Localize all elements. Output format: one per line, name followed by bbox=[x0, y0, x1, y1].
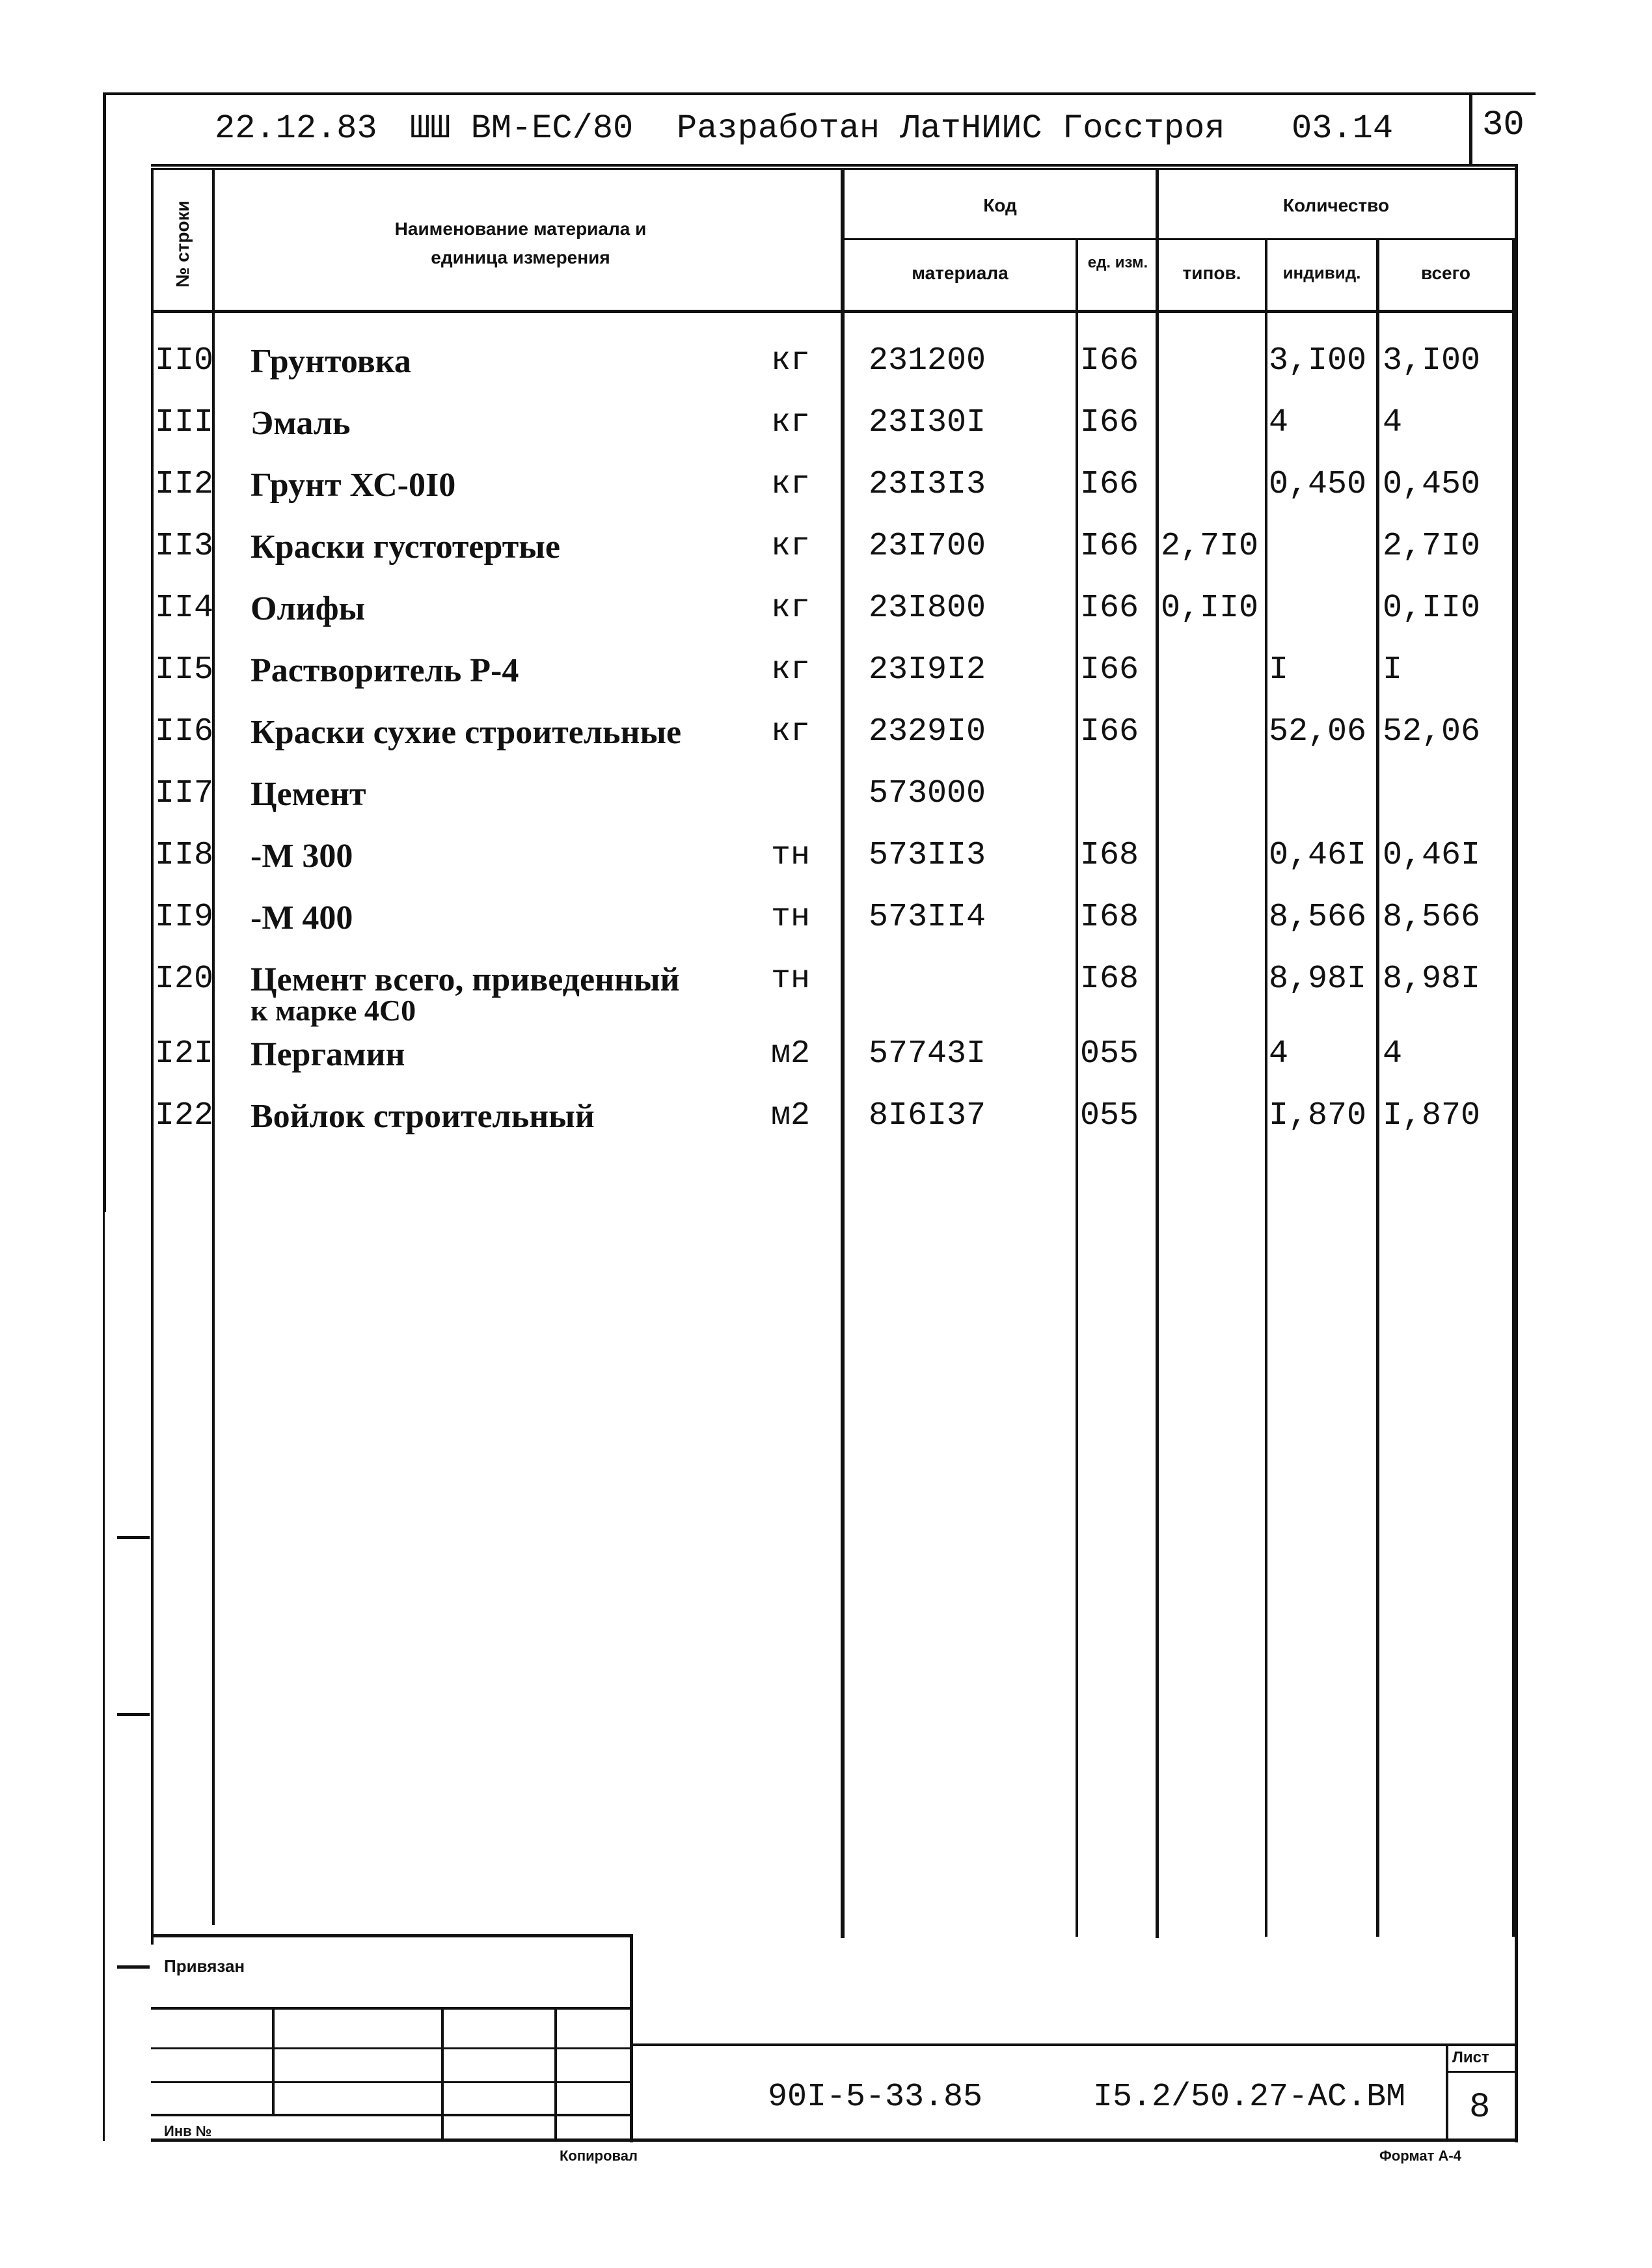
row-material-code: 57743I bbox=[869, 1035, 986, 1073]
row-unit: кг bbox=[771, 651, 811, 689]
page-box-left bbox=[1469, 92, 1472, 165]
row-material-name: -М 400 bbox=[251, 899, 353, 936]
row-material-code: 23I30I bbox=[869, 404, 986, 441]
sheet-number: 8 bbox=[1469, 2088, 1491, 2127]
row-total-qty: 2,7I0 bbox=[1383, 528, 1481, 565]
row-typical-qty: 0,II0 bbox=[1161, 590, 1259, 627]
row-unit: кг bbox=[771, 466, 811, 503]
col-header-quantity: Количество bbox=[1282, 195, 1390, 215]
row-individual-qty: 0,46I bbox=[1269, 837, 1367, 874]
margin-tick bbox=[117, 1965, 150, 1969]
col-header-name: Наименование материала и единица измерения bbox=[394, 219, 647, 267]
header-mid-code bbox=[843, 238, 1158, 240]
row-unit: тн bbox=[771, 837, 811, 874]
col-header-unit-code: ед. изм. bbox=[1087, 254, 1148, 271]
sheet-label: Лист bbox=[1452, 2049, 1489, 2066]
row-material-name: Пергамин bbox=[251, 1036, 405, 1073]
col-sep-right bbox=[1512, 238, 1515, 1937]
col-sep-ind bbox=[1376, 238, 1379, 1937]
row-unit-code: I66 bbox=[1080, 590, 1139, 627]
row-individual-qty: 3,I00 bbox=[1269, 342, 1367, 379]
row-material-code: 573II4 bbox=[869, 899, 986, 936]
row-unit-code: I66 bbox=[1080, 651, 1139, 689]
row-total-qty: 8,98I bbox=[1383, 961, 1481, 998]
row-unit: м2 bbox=[771, 1097, 811, 1134]
stamp-row2 bbox=[151, 2047, 632, 2049]
frame-bottom bbox=[151, 2138, 1517, 2142]
row-number: II7 bbox=[155, 775, 214, 812]
row-unit: кг bbox=[771, 713, 811, 750]
row-individual-qty: 8,98I bbox=[1269, 961, 1367, 998]
row-unit-code: I66 bbox=[1080, 713, 1139, 750]
row-material-code: 23I9I2 bbox=[869, 651, 986, 689]
stamp-row4 bbox=[151, 2114, 632, 2116]
format-label: Формат А-4 bbox=[1379, 2148, 1461, 2164]
header-rule bbox=[151, 164, 1516, 167]
row-material-name: Олифы bbox=[251, 590, 366, 627]
col-sep-code bbox=[1076, 238, 1078, 1937]
stamp-col3 bbox=[554, 2008, 557, 2141]
header-page-number: 30 bbox=[1482, 105, 1524, 145]
row-unit-code: I68 bbox=[1080, 899, 1139, 936]
row-number: I2I bbox=[155, 1035, 214, 1073]
row-unit: кг bbox=[771, 528, 811, 565]
row-unit-code: 055 bbox=[1080, 1097, 1139, 1134]
frame-left bbox=[103, 92, 106, 1212]
row-individual-qty: 8,566 bbox=[1269, 899, 1367, 936]
row-number: II5 bbox=[155, 651, 214, 689]
col-sep-typ bbox=[1265, 238, 1267, 1937]
row-individual-qty: 4 bbox=[1269, 1035, 1289, 1073]
row-total-qty: 3,I00 bbox=[1383, 342, 1481, 379]
row-number: III bbox=[155, 404, 214, 441]
row-total-qty: 4 bbox=[1383, 404, 1403, 441]
row-typical-qty: 2,7I0 bbox=[1161, 528, 1259, 565]
row-material-name: Краски сухие строительные bbox=[251, 714, 682, 751]
copied-label: Копировал bbox=[560, 2148, 638, 2164]
row-total-qty: I,870 bbox=[1383, 1097, 1481, 1134]
table-left bbox=[151, 168, 154, 1945]
project-number: 90I-5-33.85 bbox=[768, 2079, 983, 2116]
header-code: ШШ ВМ-ЕС/80 bbox=[410, 109, 634, 148]
row-unit-code: I68 bbox=[1080, 837, 1139, 874]
col-sep-unit bbox=[1156, 168, 1159, 1938]
stamp-bound-label: Привязан bbox=[164, 1956, 245, 1976]
stamp-right bbox=[630, 1934, 633, 2142]
row-material-code: 231200 bbox=[869, 342, 986, 379]
row-material-code: 573II3 bbox=[869, 837, 986, 874]
row-unit: кг bbox=[771, 342, 811, 379]
document-code: I5.2/50.27-АС.ВМ bbox=[1093, 2079, 1406, 2116]
row-number: II3 bbox=[155, 528, 214, 565]
header-bottom bbox=[151, 310, 1517, 313]
row-material-name-line2: к марке 4С0 bbox=[251, 994, 416, 1027]
row-material-code: 23I3I3 bbox=[869, 466, 986, 503]
row-number: II8 bbox=[155, 837, 214, 874]
row-material-name: Грунт ХС-0I0 bbox=[251, 467, 456, 504]
row-material-code: 23I800 bbox=[869, 590, 986, 627]
row-number: I22 bbox=[155, 1097, 214, 1134]
col-header-total: всего bbox=[1420, 263, 1471, 283]
row-material-code: 23I700 bbox=[869, 528, 986, 565]
row-material-code: 2329I0 bbox=[869, 713, 986, 750]
margin-tick bbox=[117, 1536, 150, 1539]
row-total-qty: 0,46I bbox=[1383, 837, 1481, 874]
frame-top bbox=[104, 92, 1536, 95]
margin-tick bbox=[117, 1713, 150, 1716]
row-unit: кг bbox=[771, 404, 811, 441]
row-unit-code: I66 bbox=[1080, 466, 1139, 503]
row-individual-qty: 0,450 bbox=[1269, 466, 1367, 503]
row-total-qty: I bbox=[1383, 651, 1403, 689]
row-material-name: Войлок строительный bbox=[251, 1098, 595, 1135]
sheet-box-left bbox=[1446, 2043, 1448, 2141]
row-unit-code: I66 bbox=[1080, 528, 1139, 565]
row-total-qty: 52,06 bbox=[1383, 713, 1481, 750]
row-total-qty: 0,II0 bbox=[1383, 590, 1481, 627]
row-total-qty: 4 bbox=[1383, 1035, 1403, 1073]
row-individual-qty: 4 bbox=[1269, 404, 1289, 441]
row-material-name: Растворитель Р-4 bbox=[251, 652, 519, 689]
row-unit-code: I66 bbox=[1080, 404, 1139, 441]
row-total-qty: 0,450 bbox=[1383, 466, 1481, 503]
col-header-code: Код bbox=[983, 195, 1017, 215]
header-date: 22.12.83 bbox=[215, 109, 377, 148]
row-number: I20 bbox=[155, 961, 214, 998]
row-material-name: Грунтовка bbox=[251, 343, 411, 380]
row-unit: кг bbox=[771, 590, 811, 627]
row-material-name: Цемент всего, приведенный bbox=[251, 961, 680, 998]
col-sep-name bbox=[841, 168, 845, 1938]
row-number: II4 bbox=[155, 590, 214, 627]
header-developer: Разработан ЛатНИИС Госстроя bbox=[677, 109, 1225, 148]
row-number: II6 bbox=[155, 713, 214, 750]
stamp-row1 bbox=[151, 2007, 632, 2010]
row-individual-qty: I,870 bbox=[1269, 1097, 1367, 1134]
row-individual-qty: I bbox=[1269, 651, 1289, 689]
row-unit-code: 055 bbox=[1080, 1035, 1139, 1073]
row-material-name: Эмаль bbox=[251, 405, 351, 442]
row-total-qty: 8,566 bbox=[1383, 899, 1481, 936]
row-unit: м2 bbox=[771, 1035, 811, 1073]
row-material-code: 573000 bbox=[869, 775, 986, 812]
row-individual-qty: 52,06 bbox=[1269, 713, 1367, 750]
stamp-inv-label: Инв № bbox=[164, 2123, 212, 2139]
stamp-col2 bbox=[441, 2008, 444, 2141]
row-number: II0 bbox=[155, 342, 214, 379]
header-section: 03.14 bbox=[1292, 109, 1394, 148]
header-mid-qty bbox=[1158, 238, 1517, 240]
row-number: II2 bbox=[155, 466, 214, 503]
col-header-row-no: № строки bbox=[172, 200, 193, 288]
row-material-name: Краски густотертые bbox=[251, 528, 560, 566]
frame-left-lower bbox=[103, 1210, 105, 2141]
stamp-row3 bbox=[151, 2081, 632, 2083]
table-top bbox=[151, 168, 1517, 170]
frame-right bbox=[1515, 164, 1518, 2142]
row-unit: тн bbox=[771, 961, 811, 998]
col-header-typical: типов. bbox=[1182, 263, 1241, 283]
stamp-top bbox=[151, 1934, 632, 1937]
row-number: II9 bbox=[155, 899, 214, 936]
sheet-box-mid bbox=[1446, 2071, 1516, 2073]
col-header-material: материала bbox=[912, 263, 1009, 283]
row-material-name: -М 300 bbox=[251, 838, 353, 875]
row-material-code: 8I6I37 bbox=[869, 1097, 986, 1134]
title-block-top bbox=[632, 2043, 1517, 2046]
stamp-col1 bbox=[272, 2008, 275, 2116]
col-header-individual: индивид. bbox=[1282, 263, 1361, 282]
row-unit-code: I68 bbox=[1080, 961, 1139, 998]
row-unit: тн bbox=[771, 899, 811, 936]
row-material-name: Цемент bbox=[251, 776, 366, 813]
row-unit-code: I66 bbox=[1080, 342, 1139, 379]
